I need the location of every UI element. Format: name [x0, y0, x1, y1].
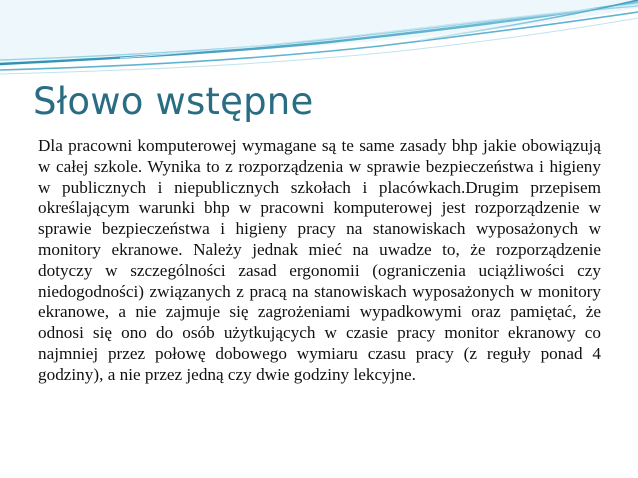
slide-body-text: Dla pracowni komputerowej wymagane są te same zasady bhp jakie obowiązują w całej szkole. Wynika to z rozporządzenia w sprawie bezpieczeństwa i higieny w publicznych i niepublicznych szkołach i placówkach.Drugim przepisem określającym warunki bhp w pracowni komputerowej jest rozporządzenie w sprawie bezpieczeństwa i higieny pracy na stanowiskach wyposażonych w monitory ekranowe. Należy jednak mieć na uwadze to, że rozporządzenie dotyczy w szczególności zasad ergonomii (ograniczenia uciążliwości czy niedogodności) związanych z pracą na stanowiskach wyposażonych w monitory ekranowe, a nie zajmuje się zagrożeniami wypadkowymi oraz pamiętać, że odnosi się ono do osób użytkujących w czasie pracy monitor ekranowy co najmniej przez połowę dobowego wymiaru czasu pracy (z reguły ponad 4 godziny), a nie przez jedną czy dwie godziny lekcyjne. — [38, 136, 601, 384]
slide-title: Słowo wstępne — [33, 80, 314, 123]
decorative-wave-header — [0, 0, 638, 80]
